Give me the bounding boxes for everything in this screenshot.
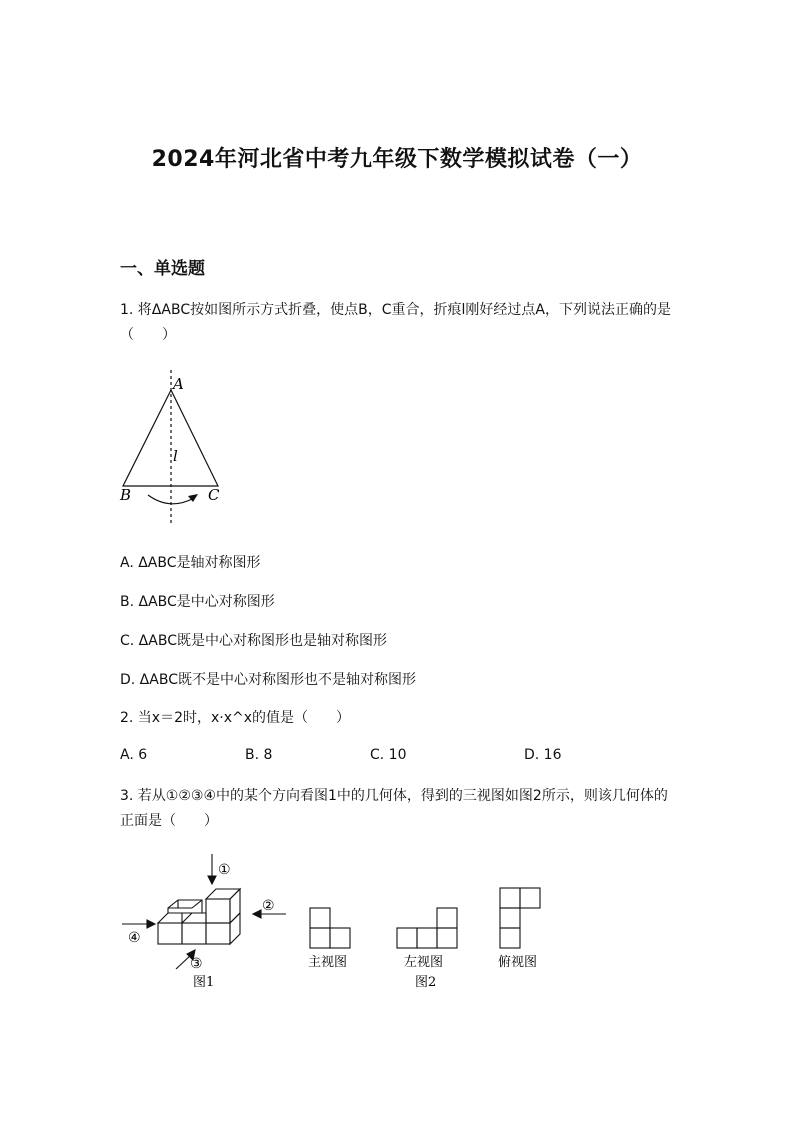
question-3-text bbox=[120, 784, 680, 834]
question-1-text bbox=[120, 298, 680, 348]
arrow-left-icon bbox=[253, 910, 261, 918]
arrow-down-icon bbox=[208, 876, 216, 884]
top-view-label: 俯视图 bbox=[498, 955, 538, 970]
direction-label-3: ③ bbox=[190, 956, 203, 972]
figure-1-caption: 图1 bbox=[193, 975, 215, 990]
page-title: 2024年河北省中考九年级下数学模拟试卷（一） bbox=[151, 147, 643, 172]
label-c: C bbox=[208, 486, 220, 504]
section-heading: 一、单选题 bbox=[120, 259, 205, 279]
arrow-right-icon bbox=[147, 920, 155, 928]
question-2-text: 2. 当x＝2时，x·x^x的值是（ ） bbox=[120, 710, 351, 726]
q2-options-row bbox=[120, 747, 680, 767]
figure-2-views bbox=[300, 880, 560, 995]
q2-option-d[interactable]: D. 16 bbox=[524, 747, 562, 763]
question-1-content: 1. 将ΔABC按如图所示方式折叠，使点B，C重合，折痕l刚好经过点A，下列说法正确的是（ ） bbox=[120, 302, 671, 343]
q1-option-b[interactable]: B. ΔABC是中心对称图形 bbox=[120, 594, 275, 610]
figure-1-solid bbox=[118, 850, 298, 995]
front-view-shape bbox=[310, 908, 350, 948]
top-view-shape bbox=[500, 888, 540, 948]
direction-label-1: ① bbox=[218, 862, 231, 878]
q2-option-c[interactable]: C. 10 bbox=[370, 747, 407, 763]
q2-option-b[interactable]: B. 8 bbox=[245, 747, 273, 763]
q1-option-d[interactable]: D. ΔABC既不是中心对称图形也不是轴对称图形 bbox=[120, 672, 416, 688]
label-l: l bbox=[173, 447, 178, 465]
left-view-label: 左视图 bbox=[404, 955, 444, 970]
q2-option-a[interactable]: A. 6 bbox=[120, 747, 148, 763]
question-3-content: 3. 若从①②③④中的某个方向看图1中的几何体，得到的三视图如图2所示，则该几何体的正面是（ ） bbox=[120, 788, 668, 829]
direction-label-4: ④ bbox=[128, 930, 141, 946]
q1-option-a[interactable]: A. ΔABC是轴对称图形 bbox=[120, 555, 261, 571]
label-b: B bbox=[120, 486, 132, 504]
label-a: A bbox=[173, 375, 184, 393]
front-view-label: 主视图 bbox=[308, 955, 348, 970]
q1-option-c[interactable]: C. ΔABC既是中心对称图形也是轴对称图形 bbox=[120, 633, 387, 649]
triangle-fold-figure bbox=[110, 368, 230, 528]
direction-label-2: ② bbox=[262, 898, 275, 914]
left-view-shape bbox=[397, 908, 457, 948]
figure-2-caption: 图2 bbox=[415, 975, 437, 990]
